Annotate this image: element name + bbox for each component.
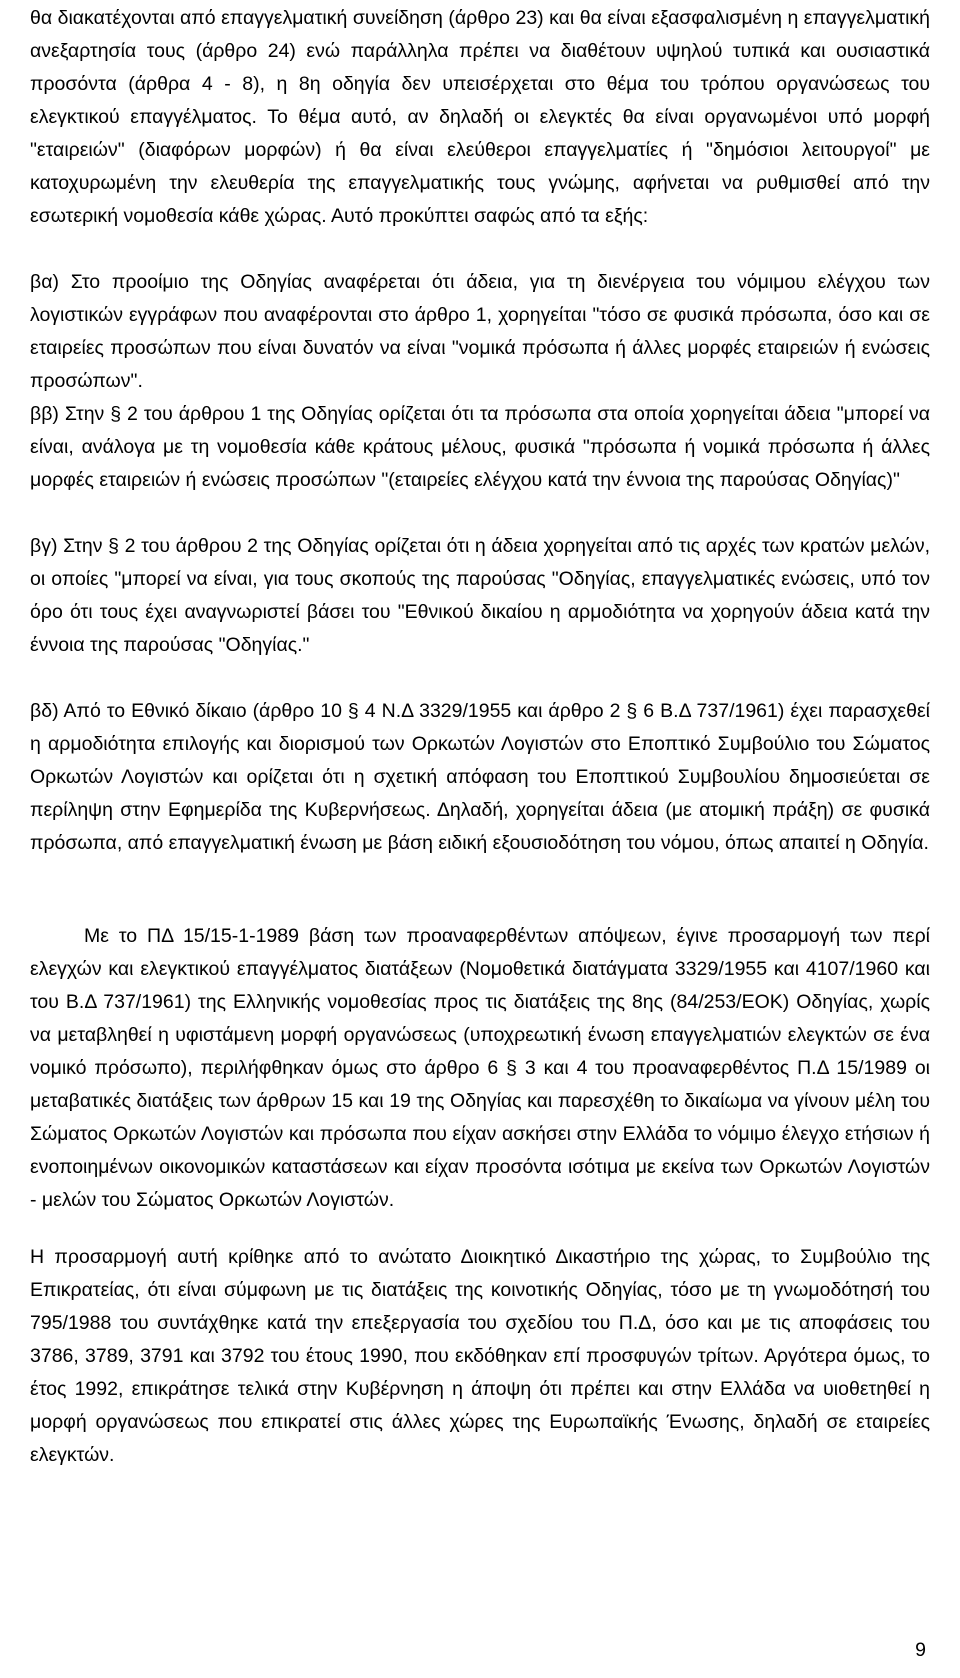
paragraph-bd: βδ) Από το Εθνικό δίκαιο (άρθρο 10 § 4 Ν.Δ 3329/1955 και άρθρο 2 § 6 Β.Δ 737/1961) έχει παρασχεθεί η αρμοδιότητα επιλογής και διορισμού των Ορκωτών Λογιστών στο Εποπτικό Συμβούλιο του Σώματος Ορκωτών Λογιστών και ορίζεται ότι η σχετική απόφαση του Εποπτικού Συμβουλίου δημοσιεύεται σε περίληψη στην Εφημερίδα της Κυβερνήσεως. Δηλαδή, χορηγείται άδεια (με ατομική πράξη) σε φυσικά πρόσωπα, από επαγγελματική ένωση με βάση ειδική εξουσιοδότηση του νόμου, όπως απαιτεί η Οδηγία. xyxy=(30,700,930,854)
paragraph-bg: βγ) Στην § 2 του άρθρου 2 της Οδηγίας ορίζεται ότι η άδεια χορηγείται από τις αρχές των κρατών μελών, οι οποίες "μπορεί να είναι, για τους σκοπούς της παρούσας "Οδηγίας, επαγγελματικές ενώσεις, υπό τον όρο ότι τους έχει αναγνωριστεί βάσει του "Εθνικού δικαίου η αρμοδιότητα να χορηγούν άδεια κατά την έννοια της παρούσας "Οδηγίας." xyxy=(30,535,930,656)
paragraph-ba: βα) Στο προοίμιο της Οδηγίας αναφέρεται ότι άδεια, για τη διενέργεια του νόμιμου ελέγχου των λογιστικών εγγράφων που αναφέρονται στο άρθρο 1, χορηγείται "τόσο σε φυσικά πρόσωπα, όσο και σε εταιρείες προσώπων που είναι δυνατόν να είναι "νομικά πρόσωπα ή άλλες μορφές εταιρειών ή ενώσεις προσώπων". xyxy=(30,271,930,392)
paragraph-pd: Με το ΠΔ 15/15-1-1989 βάση των προαναφερθέντων απόψεων, έγινε προσαρμογή των περί ελεγχών και ελεγκτικού επαγγέλματος διατάξεων (Νομοθετικά διατάγματα 3329/1955 και 4107/1960 και του Β.Δ 737/1961) της Ελληνικής νομοθεσίας προς τις διατάξεις της 8ης (84/253/ΕΟΚ) Οδηγίας, χωρίς να μεταβληθεί η υφιστάμενη μορφή οργανώσεως (υποχρεωτική ένωση επαγγελματιών ελεγκτών σε ένα νομικό πρόσωπο), περιλήφθηκαν όμως στο άρθρο 6 § 3 και 4 του προαναφερθέντος Π.Δ 15/1989 οι μεταβατικές διατάξεις των άρθρων 15 και 19 της Οδηγίας και παρεσχέθη το δικαίωμα να γίνουν μέλη του Σώματος Ορκωτών Λογιστών και πρόσωπα που είχαν ασκήσει στην Ελλάδα το νόμιμο έλεγχο ετήσιων ή ενοποιημένων οικονομικών καταστάσεων και είχαν προσόντα ισότιμα με εκείνα των Ορκωτών Λογιστών - μελών του Σώματος Ορκωτών Λογιστών. xyxy=(30,925,930,1211)
page-number: 9 xyxy=(915,1639,926,1661)
paragraph-council-of-state: Η προσαρμογή αυτή κρίθηκε από το ανώτατο Διοικητικό Δικαστήριο της χώρας, το Συμβούλιο της Επικρατείας, ότι είναι σύμφωνη με τις διατάξεις της κοινοτικής Οδηγίας, τόσο με τη γνωμοδότησή του 795/1988 του συντάχθηκε κατά την επεξεργασία του σχεδίου του Π.Δ, όσο και με τις αποφάσεις του 3786, 3789, 3791 και 3792 του έτους 1990, που εκδόθηκαν επί προσφυγών τρίτων. Αργότερα όμως, το έτος 1992, επικράτησε τελικά στην Κυβέρνηση η άποψη ότι πρέπει και στην Ελλάδα να υιοθετηθεί η μορφή οργανώσεως που επικρατεί στις άλλες χώρες της Ευρωπαϊκής Ένωσης, δηλαδή σε εταιρείες ελεγκτών. xyxy=(30,1246,930,1466)
paragraph-bb: ββ) Στην § 2 του άρθρου 1 της Οδηγίας ορίζεται ότι τα πρόσωπα στα οποία χορηγείται άδεια "μπορεί να είναι, ανάλογα με τη νομοθεσία κάθε κράτους μέλους, φυσικά "πρόσωπα ή νομικά πρόσωπα ή άλλες μορφές εταιρειών ή ενώσεις προσώπων "(εταιρείες ελέγχου κατά την έννοια της παρούσας Οδηγίας)" xyxy=(30,403,930,491)
paragraph-continuation: θα διακατέχονται από επαγγελματική συνείδηση (άρθρο 23) και θα είναι εξασφαλισμένη η επαγγελματική ανεξαρτησία τους (άρθρο 24) ενώ παράλληλα πρέπει να διαθέτουν υψηλού τυπικά και ουσιαστικά προσόντα (άρθρα 4 - 8), η 8η οδηγία δεν υπεισέρχεται στο θέμα του τρόπου οργανώσεως του ελεγκτικού επαγγέλματος. Το θέμα αυτό, αν δηλαδή οι ελεγκτές θα είναι οργανωμένοι υπό μορφή "εταιρειών" (διαφόρων μορφών) ή θα είναι ελεύθεροι επαγγελματίες ή "δημόσιοι λειτουργοί" με κατοχυρωμένη την ελευθερία της επαγγελματικής τους γνώμης, αφήνεται να ρυθμισθεί από την εσωτερική νομοθεσία κάθε χώρας. Αυτό προκύπτει σαφώς από τα εξής: xyxy=(30,7,930,227)
